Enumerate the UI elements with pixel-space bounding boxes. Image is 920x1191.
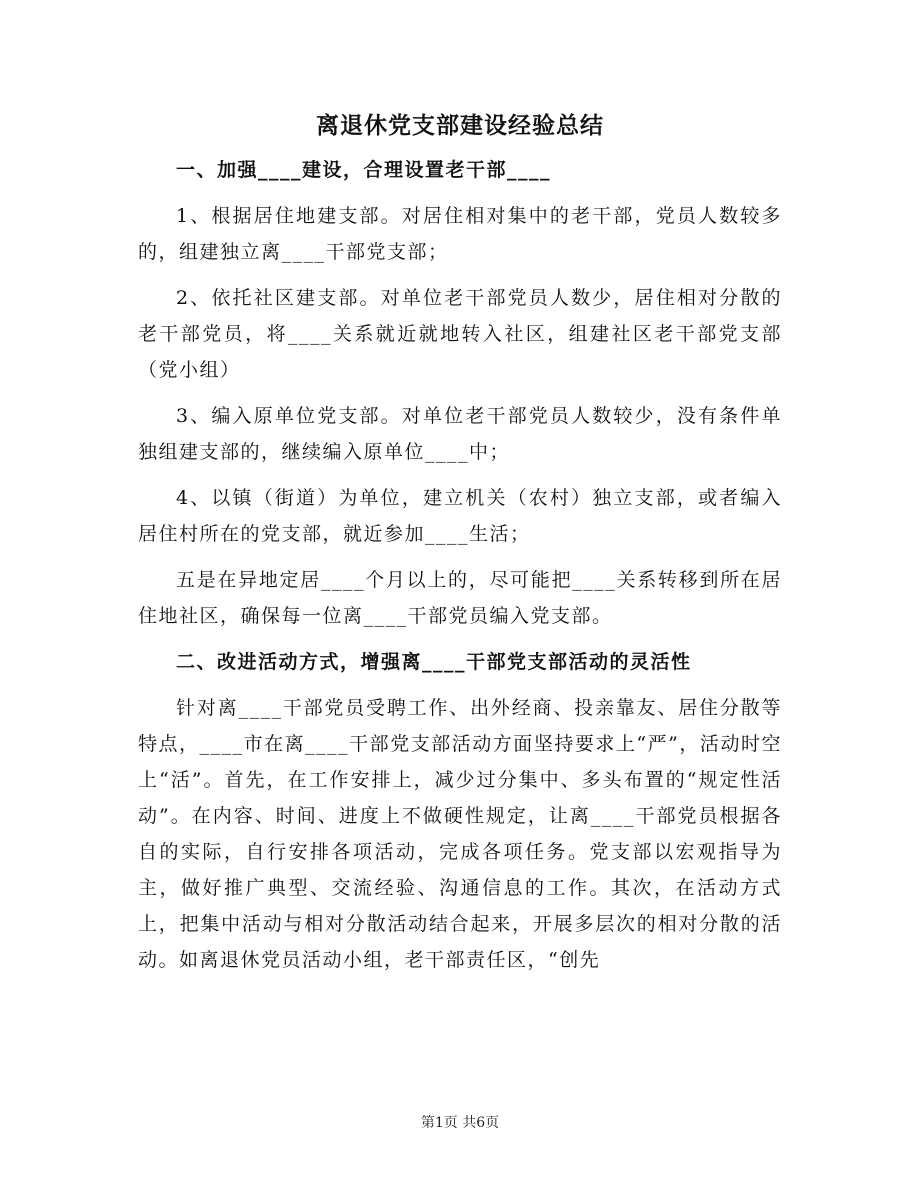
section-heading-2: 二、改进活动方式，增强离____干部党支部活动的灵活性 — [176, 651, 692, 673]
paragraph-item-2: 2、依托社区建支部。对单位老干部党员人数少，居住相对分散的老干部党员，将____关系就近就地转入社区，组建社区老干部党支部（党小组） — [138, 287, 782, 381]
paragraph-item-4: 4、以镇（街道）为单位，建立机关（农村）独立支部，或者编入居住村所在的党支部，就近参加____生活； — [138, 487, 782, 545]
section-heading-1: 一、加强____建设，合理设置老干部____ — [176, 159, 552, 181]
document-body — [138, 152, 782, 988]
page-number-footer: 第1页 共6页 — [420, 1115, 500, 1131]
paragraph-item-1: 1、根据居住地建支部。对居住相对集中的老干部，党员人数较多的，组建独立离____干部党支部； — [138, 205, 782, 263]
document-title: 离退休党支部建设经验总结 — [316, 112, 604, 139]
paragraph-item-3: 3、编入原单位党支部。对单位老干部党员人数较少，没有条件单独组建支部的，继续编入原单位____中； — [138, 405, 782, 463]
paragraph-item-5: 五是在异地定居____个月以上的，尽可能把____关系转移到所在居住地社区，确保每一位离____干部党员编入党支部。 — [138, 569, 782, 627]
paragraph-body-activities: 针对离____干部党员受聘工作、出外经商、投亲靠友、居住分散等特点，____市在离____干部党支部活动方面坚持要求上“严”，活动时空上“活”。首先，在工作安排上，减少过分集中、多头布置的“规定性活动”。在内容、时间、进度上不做硬性规定，让离____干部党员根据各自的实际，自行安排各项活动，完成各项任务。党支部以宏观指导为主，做好推广典型、交流经验、沟通信息的工作。其次，在活动方式上，把集中活动与相对分散活动结合起来，开展多层次的相对分散的活动。如离退休党员活动小组，老干部责任区，“创先 — [138, 697, 782, 971]
